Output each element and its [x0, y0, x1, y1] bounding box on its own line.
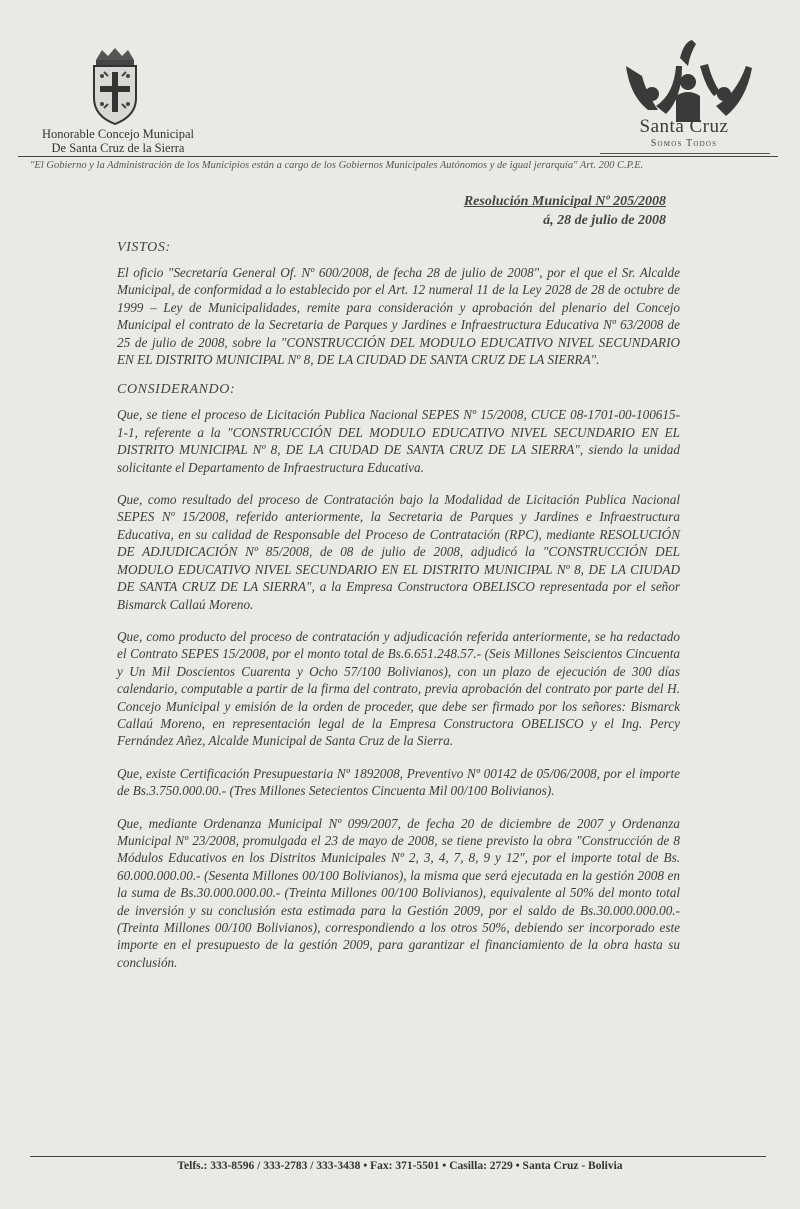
- constitution-quote: "El Gobierno y la Administración de los Municipios están a cargo de los Gobiernos Municipales Autónomos y de igual jerarquía" Art. 200 C.P.E.: [30, 160, 644, 171]
- santa-cruz-logo-icon: [596, 36, 772, 124]
- brand-name: Santa Cruz: [639, 116, 729, 137]
- brand-tagline: Somos Todos: [650, 138, 718, 149]
- council-name: [18, 127, 218, 155]
- considerando-heading: CONSIDERANDO:: [117, 382, 236, 398]
- considerando-paragraph: Que, mediante Ordenanza Municipal Nº 099/2007, de fecha 20 de diciembre de 2007 y Ordenanza Municipal Nº 23/2008, promulgada el 23 de mayo de 2008, se tiene previsto la obra "Construcción de 8 Módulos Educativos en los Distritos Municipales Nº 2, 3, 4, 7, 8, 9 y 12", por el importe total de Bs. 60.000.000.00.- (Sesenta Millones 00/100 Bolivianos), la misma que será ejecutada en la gestión 2008 en la suma de Bs.30.000.000.00.- (Treinta Millones 00/100 Bolivianos), equivalente al 50% del monto total de inversión y su conclusión esta estimada para la Gestión 2009, por el saldo de Bs.30.000.000.00.- (Treinta Millones 00/100 Bolivianos), correspondiendo a los otros 50%, debiendo ser incorporado este importe en el presupuesto de la gestión 2009, para garantizar el financiamiento de la obra hasta su conclusión.: [117, 815, 680, 970]
- header-divider: [18, 156, 778, 157]
- vistos-paragraph: El oficio "Secretaría General Of. Nº 600/2008, de fecha 28 de julio de 2008", por el que el Sr. Alcalde Municipal, de conformidad a lo establecido por el Art. 12 numeral 11 de la Ley 2028 de 28 de octubre de 1999 – Ley de Municipalidades, remite para consideración y aprobación del plenario del Concejo Municipal el contrato de la Secretaria de Parques y Jardines e Infraestructura Educativa Nº 63/2008 de 25 de julio de 2008, sobre la "CONSTRUCCIÓN DEL MODULO EDUCATIVO NIVEL SECUNDARIO EN EL DISTRITO MUNICIPAL Nº 8, DE LA CIUDAD DE SANTA CRUZ DE LA SIERRA".: [117, 265, 680, 368]
- footer-divider: [30, 1156, 766, 1157]
- council-line-2: De Santa Cruz de la Sierra: [51, 141, 185, 155]
- considerando-paragraph: Que, como resultado del proceso de Contratación bajo la Modalidad de Licitación Publica Nacional SEPES Nº 15/2008, referido anteriormente, la Secretaria de Parques y Jardines e Infraestructura Educativa, en su calidad de Responsable del Proceso de Contratación (RPC), mediante RESOLUCIÓN DE ADJUDICACIÓN Nº 85/2008, de 08 de julio de 2008, adjudicó la "CONSTRUCCIÓN DEL MODULO EDUCATIVO NIVEL SECUNDARIO EN EL DISTRITO MUNICIPAL Nº 8, DE LA CIUDAD DE SANTA CRUZ DE LA SIERRA", a la Empresa Constructora OBELISCO representada por el señor Bismarck Callaú Moreno.: [117, 492, 680, 612]
- brand-divider: [600, 153, 770, 154]
- resolution-title: Resolución Municipal Nº 205/2008: [463, 194, 666, 209]
- council-line-1: Honorable Concejo Municipal: [41, 127, 195, 141]
- considerando-paragraph: Que, se tiene el proceso de Licitación Publica Nacional SEPES Nº 15/2008, CUCE 08-1701-00-100615-1-1, referente a la "CONSTRUCCIÓN DEL MODULO EDUCATIVO NIVEL SECUNDARIO EN EL DISTRITO MUNICIPAL Nº 8, DE LA CIUDAD DE SANTA CRUZ DE LA SIERRA", siendo la unidad solicitante el Departamento de Infraestructura Educativa.: [117, 407, 680, 475]
- considerando-paragraph: Que, como producto del proceso de contratación y adjudicación referida anteriormente, se ha redactado el Contrato SEPES 15/2008, por el monto total de Bs.6.651.248.57.- (Seis Millones Seiscientos Cincuenta y Un Mil Doscientos Cuarenta y Ocho 57/100 Bolivianos), con un plazo de ejecución de 300 días calendario, computable a partir de la firma del contrato, previa aprobación del contrato por parte del H. Concejo Municipal y emisión de la orden de proceder, que debe ser firmado por los señores: Bismarck Callaú Moreno, en representación legal de la Empresa Constructora OBELISCO y el Ing. Percy Fernández Añez, Alcalde Municipal de Santa Cruz de la Sierra.: [117, 628, 680, 749]
- considerando-paragraph: Que, existe Certificación Presupuestaria Nº 1892008, Preventivo Nº 00142 de 05/06/2008, por el importe de Bs.3.750.000.00.- (Tres Millones Setecientos Cincuenta Mil 00/100 Bolivianos).: [117, 765, 680, 799]
- coat-of-arms-icon: [88, 46, 142, 126]
- resolution-date: á, 28 de julio de 2008: [543, 213, 666, 228]
- footer-contact: Telfs.: 333-8596 / 333-2783 / 333-3438 • Fax: 371-5501 • Casilla: 2729 • Santa Cruz - Bolivia: [177, 1160, 623, 1172]
- vistos-heading: VISTOS:: [117, 240, 171, 255]
- document-body: [117, 240, 680, 986]
